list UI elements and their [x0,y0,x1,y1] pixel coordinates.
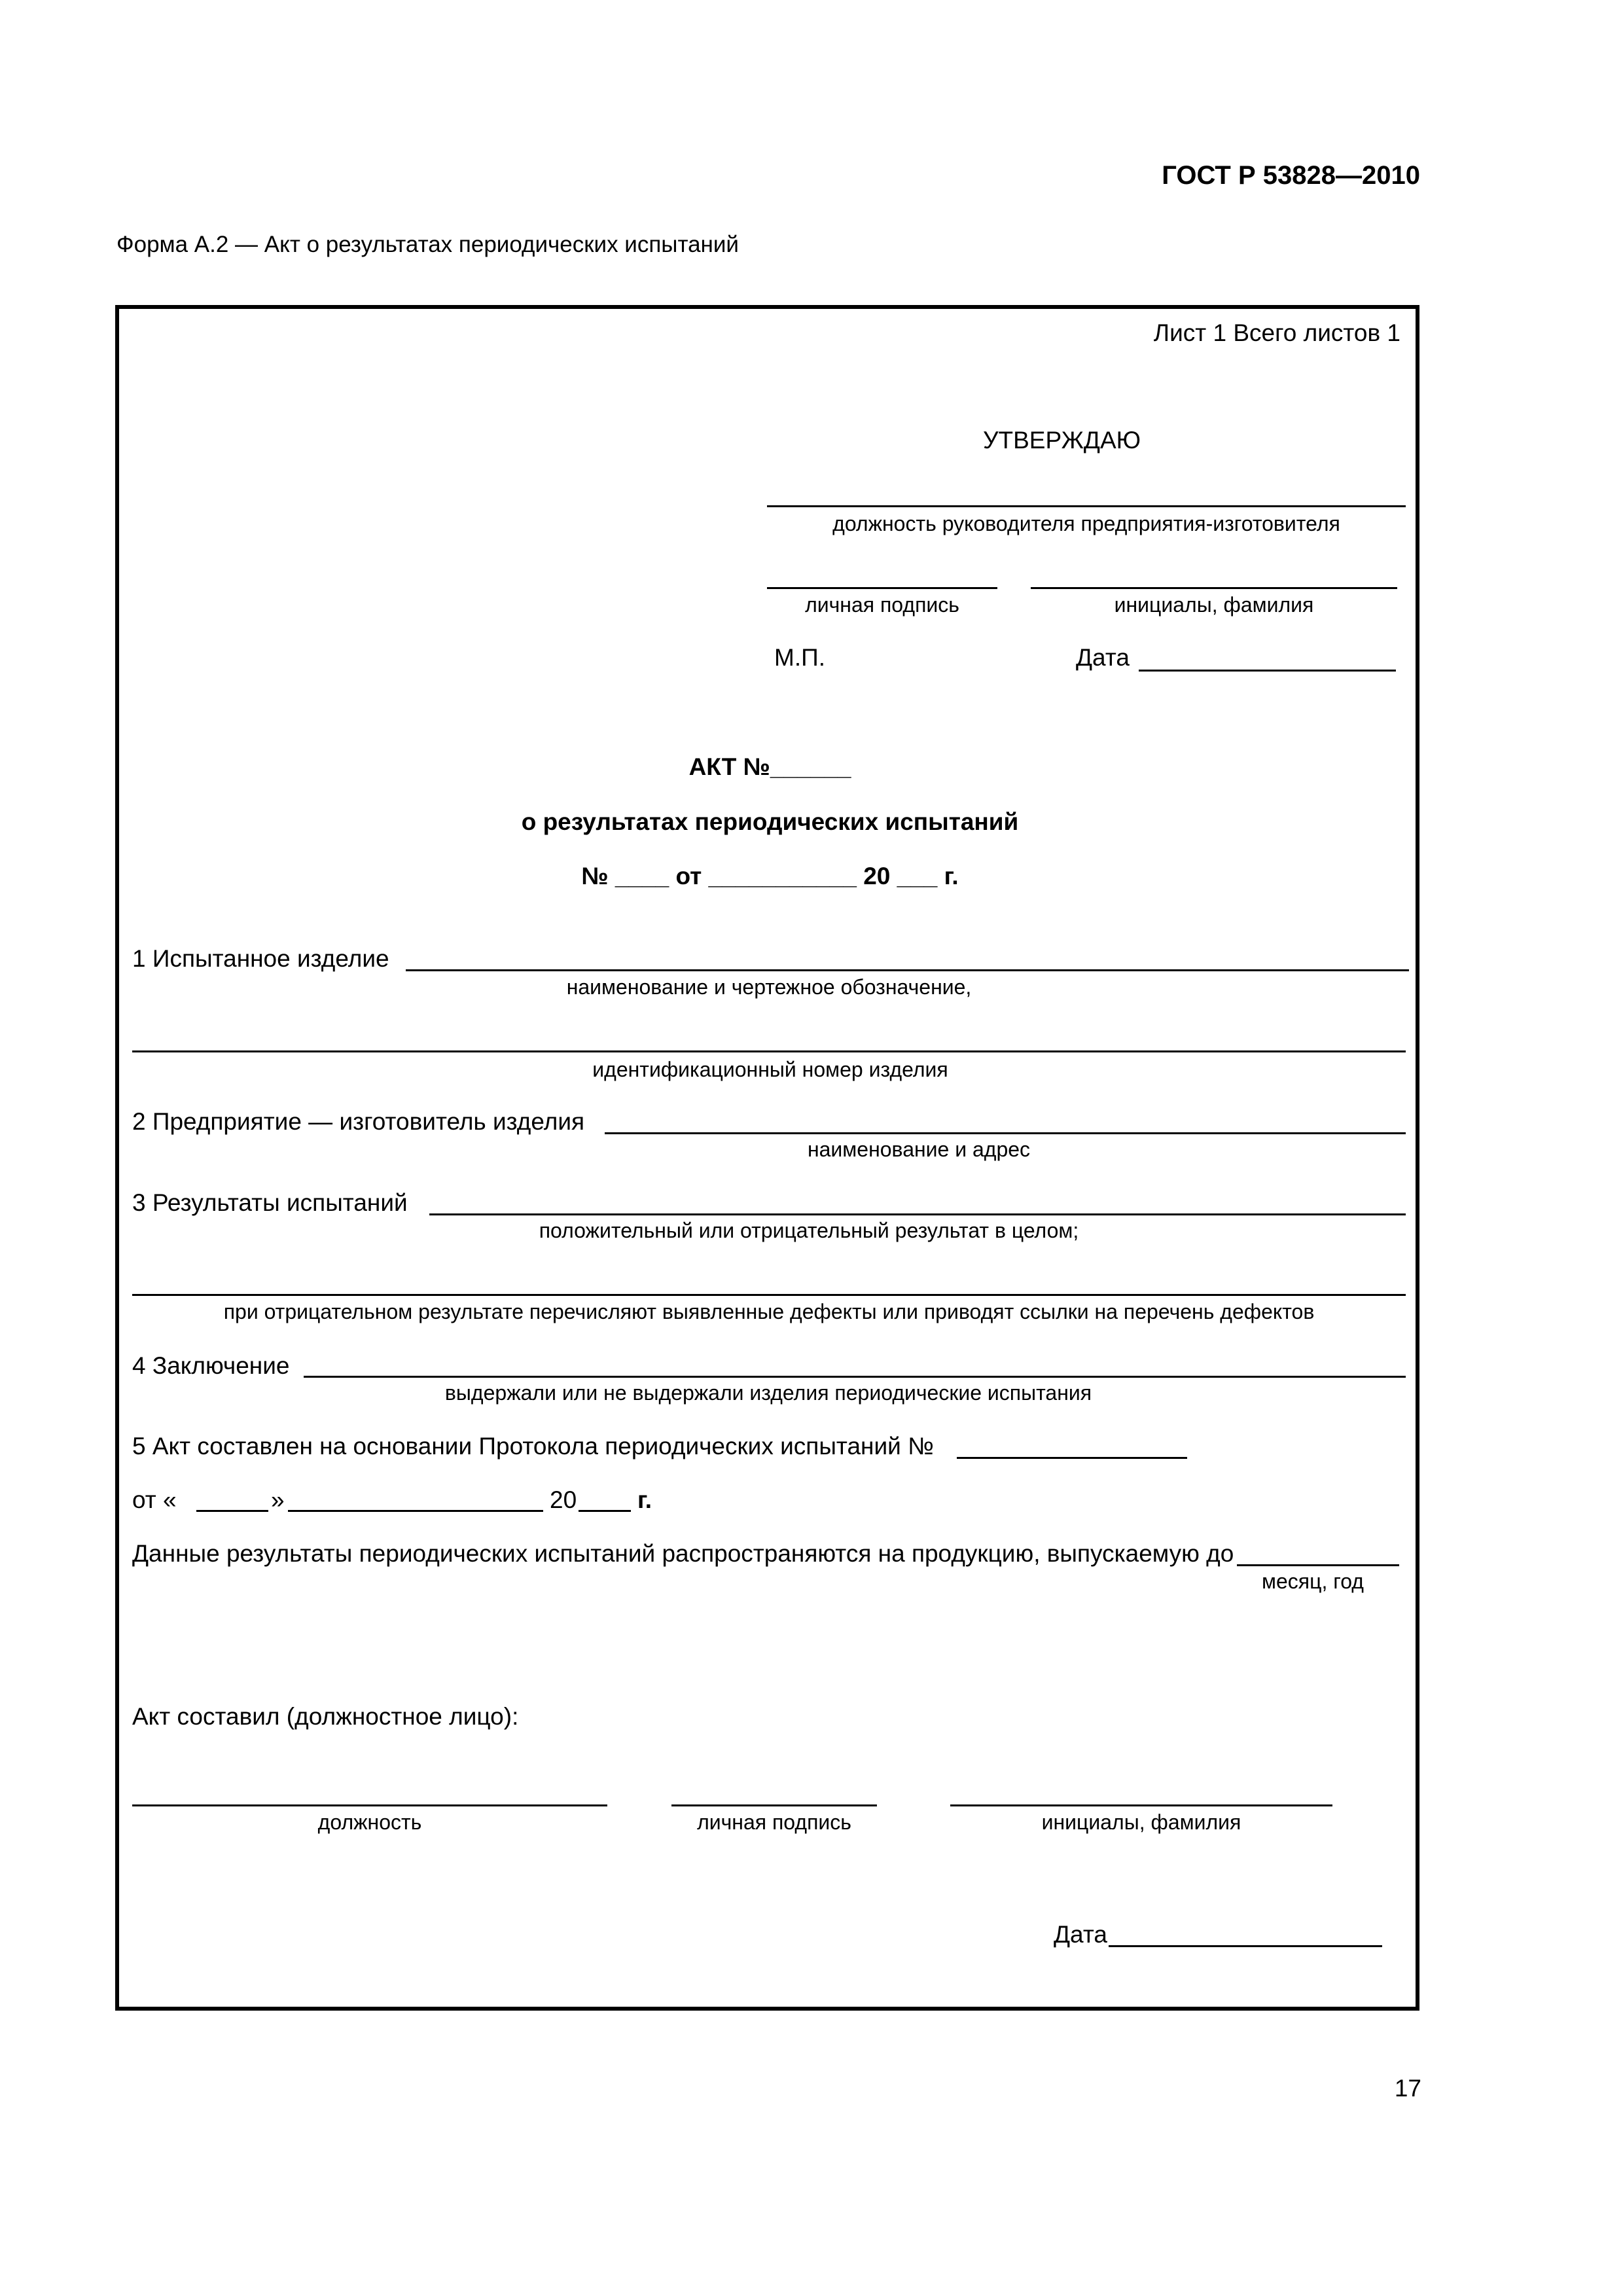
approve-date-line[interactable] [1139,670,1396,672]
item3-field-line[interactable] [429,1213,1406,1215]
compiler-name-line[interactable] [950,1804,1332,1806]
item1-field-line[interactable] [406,969,1409,971]
compiler-date-label: Дата [1054,1921,1107,1948]
act-title: АКТ №______ [688,753,851,780]
item5-from: от « [132,1486,177,1513]
item5-year-line[interactable] [579,1510,631,1512]
item4-label: 4 Заключение [132,1352,290,1379]
compiler-date-line[interactable] [1109,1945,1382,1947]
approver-name-line[interactable] [1031,587,1397,589]
item5-label: 5 Акт составлен на основании Протокола периодических испытаний № [132,1433,934,1460]
page-number: 17 [1394,2075,1421,2102]
compiler-signature-hint: личная подпись [697,1810,851,1834]
item5-year-prefix: 20 [550,1486,577,1513]
item2-field-line[interactable] [605,1132,1406,1134]
protocol-number-line[interactable] [957,1457,1187,1459]
item1-hint: наименование и чертежное обозначение, [566,975,972,999]
validity-hint: месяц, год [1262,1570,1364,1593]
validity-text: Данные результаты периодических испытаний распространяются на продукцию, выпускаемую до [132,1540,1234,1567]
compiler-position-line[interactable] [132,1804,607,1806]
compiler-name-hint: инициалы, фамилия [1041,1810,1241,1834]
compiler-label: Акт составил (должностное лицо): [132,1703,519,1730]
item5-month-line[interactable] [288,1510,543,1512]
compiler-position-hint: должность [317,1810,422,1834]
item4-field-line[interactable] [304,1376,1406,1378]
act-number-line: № ____ от ___________ 20 ___ г. [581,863,959,889]
validity-date-line[interactable] [1237,1564,1399,1566]
item3-field-line-2[interactable] [132,1294,1406,1296]
approver-signature-hint: личная подпись [805,593,959,617]
standard-designation: ГОСТ Р 53828—2010 [1162,161,1420,190]
item3-label: 3 Результаты испытаний [132,1189,408,1216]
approve-title: УТВЕРЖДАЮ [983,427,1141,454]
form-caption: Форма А.2 — Акт о результатах периодических испытаний [116,232,739,257]
act-subtitle: о результатах периодических испытаний [521,808,1019,835]
item4-hint: выдержали или не выдержали изделия периодические испытания [444,1381,1092,1405]
approver-position-line[interactable] [767,505,1406,507]
item5-year-suffix: г. [637,1486,652,1513]
item3-hint-2: при отрицательном результате перечисляют выявленные дефекты или приводят ссылки на перечень дефектов [223,1300,1315,1323]
item5-day-line[interactable] [196,1510,268,1512]
item3-hint: положительный или отрицательный результат в целом; [539,1219,1079,1242]
compiler-signature-line[interactable] [671,1804,877,1806]
item1-field-line-2[interactable] [132,1050,1406,1052]
approver-signature-line[interactable] [767,587,997,589]
item2-label: 2 Предприятие — изготовитель изделия [132,1108,585,1135]
item5-close-quote: » [271,1486,285,1513]
item1-label: 1 Испытанное изделие [132,945,389,972]
stamp-label: М.П. [774,644,825,671]
item2-hint: наименование и адрес [807,1138,1031,1161]
item1-hint-2: идентификационный номер изделия [592,1058,948,1081]
sheet-info: Лист 1 Всего листов 1 [1153,319,1400,346]
approver-position-hint: должность руководителя предприятия-изготовителя [832,512,1340,535]
approve-date-label: Дата [1076,644,1130,671]
approver-name-hint: инициалы, фамилия [1114,593,1314,617]
